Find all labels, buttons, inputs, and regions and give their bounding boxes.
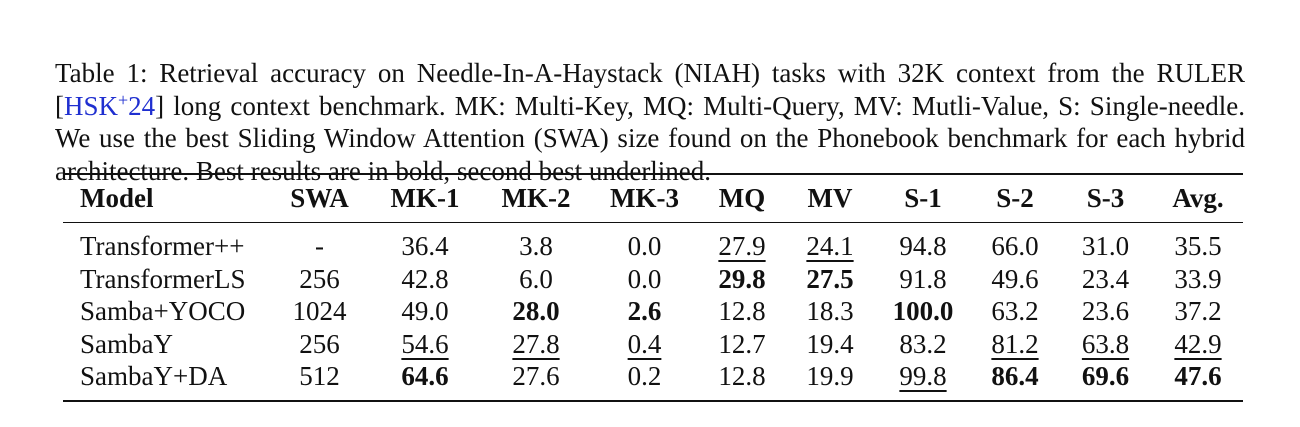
table-cell (591, 295, 698, 328)
model-name-cell (63, 360, 270, 401)
table-cell (1153, 263, 1243, 296)
table-cell (874, 328, 972, 361)
table-row (63, 360, 1243, 401)
table-cell (1153, 360, 1243, 401)
table-cell (270, 328, 369, 361)
cell-value: 6.0 (519, 263, 553, 294)
column-header: Avg. (1172, 183, 1224, 213)
table-cell (874, 360, 972, 401)
cell-value: 0.4 (627, 328, 662, 359)
cell-value: 2.6 (627, 296, 662, 327)
table-cell (698, 295, 786, 328)
table-cell (591, 360, 698, 401)
cell-value: - (315, 231, 324, 262)
table-row (63, 295, 1243, 328)
table-row (63, 328, 1243, 361)
table-cell (1058, 223, 1153, 263)
table-row (63, 223, 1243, 263)
citation-link[interactable] (64, 91, 155, 121)
table-cell (1153, 295, 1243, 328)
caption-text-prefix: Table 1: Retrieval accuracy on Needle-In-A-Haystack (NIAH) tasks with 32K context from the RULER [ (55, 58, 1245, 121)
cell-value: 12.7 (718, 328, 766, 359)
cell-value: 23.4 (1081, 263, 1130, 294)
cell-value: 94.8 (899, 231, 947, 262)
cell-value: 63.8 (1081, 328, 1130, 359)
cell-value: Samba+YOCO (80, 296, 246, 327)
table-cell (270, 360, 369, 401)
cell-value: 0.0 (627, 231, 662, 262)
cell-value: 86.4 (991, 361, 1039, 392)
table-cell (874, 223, 972, 263)
cell-value: SambaY+DA (80, 361, 228, 392)
table-cell (972, 328, 1058, 361)
cell-value: 35.5 (1174, 231, 1222, 262)
caption-text-suffix: ] long context benchmark. MK: Multi-Key, MQ: Multi-Query, MV: Mutli-Value, S: Single-needle. We use the best Sliding Window Attention (SWA) size found on the Phonebook benchmark for each hybrid architecture. Best results are in bold, second best underlined. (55, 90, 1245, 186)
column-header: MK-3 (610, 183, 679, 213)
column-header: S-2 (996, 183, 1034, 213)
table-cell (270, 263, 369, 296)
cell-value: 54.6 (401, 328, 449, 359)
cell-value: 19.9 (806, 361, 854, 392)
table-cell (786, 360, 874, 401)
cell-value: 3.8 (519, 231, 553, 262)
table-cell (369, 263, 481, 296)
cell-value: TransformerLS (80, 263, 246, 294)
table-cell (369, 360, 481, 401)
column-header: S-1 (904, 183, 942, 213)
table-cell (270, 295, 369, 328)
model-name-cell (63, 328, 270, 361)
cell-value: 49.6 (991, 263, 1039, 294)
cell-value: 66.0 (991, 231, 1039, 262)
table-cell (270, 223, 369, 263)
cell-value: 27.5 (806, 263, 854, 294)
table-cell (786, 223, 874, 263)
table-caption (55, 57, 1245, 187)
table-cell (1058, 263, 1153, 296)
cell-value: 99.8 (899, 361, 947, 392)
table-cell (369, 295, 481, 328)
cell-value: 63.2 (991, 296, 1039, 327)
cell-value: Transformer++ (80, 231, 245, 262)
cell-value: 42.9 (1174, 328, 1222, 359)
column-header: SWA (290, 183, 349, 213)
table-cell (972, 295, 1058, 328)
column-header: Model (80, 183, 154, 213)
table-row (63, 263, 1243, 296)
cell-value: 81.2 (991, 328, 1039, 359)
cell-value: 36.4 (401, 231, 449, 262)
table-cell (1058, 360, 1153, 401)
cell-value: 12.8 (718, 361, 766, 392)
table-cell (1058, 328, 1153, 361)
cell-value: 29.8 (718, 263, 766, 294)
cell-value: 83.2 (899, 328, 947, 359)
cell-value: 91.8 (899, 263, 947, 294)
table-cell (591, 223, 698, 263)
citation-year: 24 (128, 90, 156, 121)
table-cell (481, 328, 591, 361)
table-cell (874, 263, 972, 296)
table-cell (369, 223, 481, 263)
cell-value: 28.0 (512, 296, 560, 327)
table-cell (972, 263, 1058, 296)
table-cell (1058, 295, 1153, 328)
results-table-container (63, 173, 1243, 402)
table-cell (591, 328, 698, 361)
table-cell (481, 263, 591, 296)
cell-value: 1024 (292, 296, 347, 327)
cell-value: SambaY (80, 328, 173, 359)
model-name-cell (63, 223, 270, 263)
table-cell (481, 360, 591, 401)
cell-value: 49.0 (401, 296, 449, 327)
cell-value: 512 (299, 361, 340, 392)
table-cell (698, 328, 786, 361)
cell-value: 23.6 (1081, 296, 1130, 327)
cell-value: 27.6 (512, 361, 560, 392)
table-cell (698, 360, 786, 401)
cell-value: 42.8 (401, 263, 449, 294)
table-cell (481, 295, 591, 328)
cell-value: 27.8 (512, 328, 560, 359)
cell-value: 27.9 (718, 231, 766, 262)
column-header: MQ (718, 183, 766, 213)
table-cell (786, 295, 874, 328)
column-header: MK-1 (390, 183, 460, 213)
table-cell (481, 223, 591, 263)
cell-value: 100.0 (892, 296, 954, 327)
model-name-cell (63, 263, 270, 296)
table-cell (972, 223, 1058, 263)
cell-value: 47.6 (1174, 361, 1222, 392)
column-header: MK-2 (501, 183, 571, 213)
table-header-row (63, 174, 1243, 223)
table-cell (698, 223, 786, 263)
cell-value: 0.0 (627, 263, 662, 294)
table-body (63, 223, 1243, 401)
cell-value: 256 (299, 263, 340, 294)
table-cell (591, 263, 698, 296)
cell-value: 18.3 (806, 296, 854, 327)
cell-value: 33.9 (1174, 263, 1222, 294)
table-cell (1153, 328, 1243, 361)
table-cell (369, 328, 481, 361)
table-cell (874, 295, 972, 328)
results-table (63, 173, 1243, 402)
table-cell (972, 360, 1058, 401)
table-cell (1153, 223, 1243, 263)
table-cell (786, 328, 874, 361)
cell-value: 0.2 (627, 361, 662, 392)
cell-value: 31.0 (1081, 231, 1130, 262)
citation-authors: HSK (64, 90, 119, 121)
table-cell (698, 263, 786, 296)
cell-value: 256 (299, 328, 340, 359)
cell-value: 24.1 (806, 231, 854, 262)
citation-superscript: + (118, 89, 129, 110)
cell-value: 64.6 (401, 361, 449, 392)
cell-value: 37.2 (1174, 296, 1222, 327)
cell-value: 69.6 (1081, 361, 1130, 392)
cell-value: 19.4 (806, 328, 854, 359)
column-header: S-3 (1086, 183, 1125, 213)
model-name-cell (63, 295, 270, 328)
column-header: MV (807, 183, 853, 213)
cell-value: 12.8 (718, 296, 766, 327)
table-cell (786, 263, 874, 296)
